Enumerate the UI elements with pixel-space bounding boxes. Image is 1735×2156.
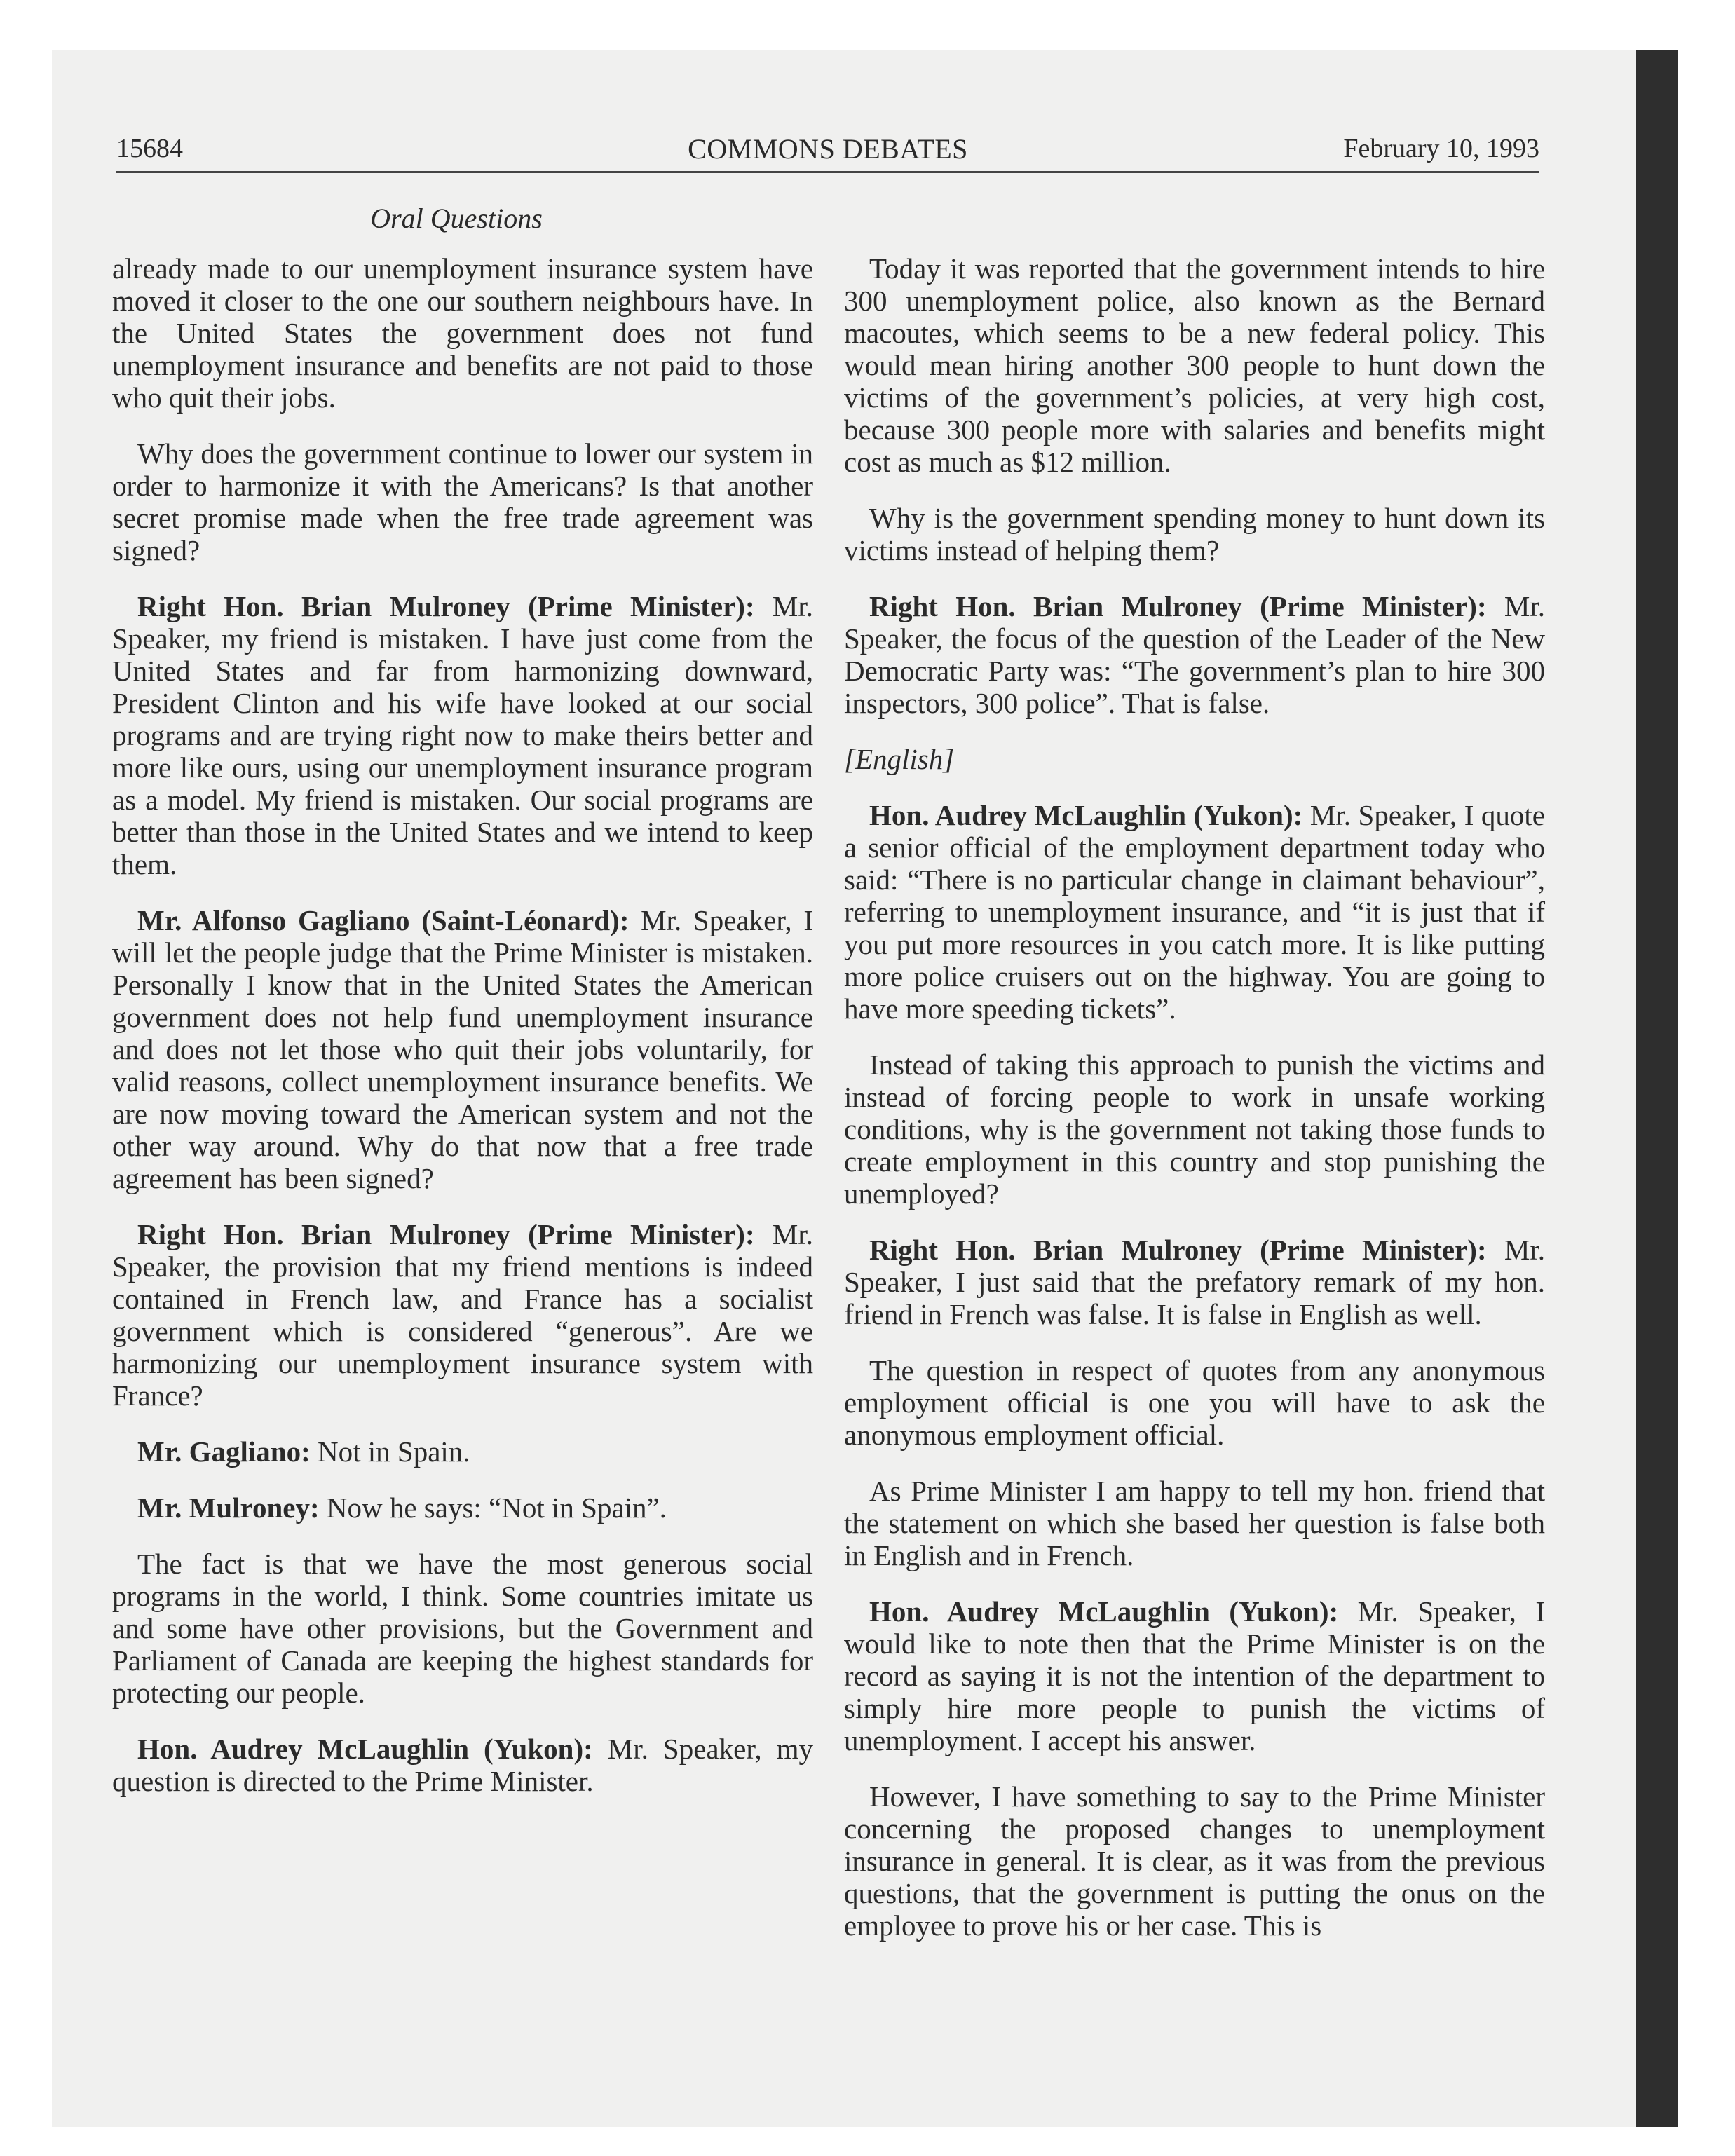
page-header [116,125,1539,173]
speaker-name: Right Hon. Brian Mulroney (Prime Minister): [137,590,755,622]
speaker-name: Hon. Audrey McLaughlin (Yukon): [137,1733,593,1765]
publication-date: February 10, 1993 [1343,134,1539,163]
speaker-name: Hon. Audrey McLaughlin (Yukon): [869,1595,1339,1628]
paragraph [844,799,1545,1025]
speaker-name: Mr. Alfonso Gagliano (Saint-Léonard): [137,904,630,936]
paragraph-text: Mr. Speaker, I would like to note then that the Prime Minister is on the record as saying it is not the intention of the department to simply hire more people to punish the victims of unemployment. I accept his answer. [844,1595,1545,1756]
paragraph-text: The question in respect of quotes from any anonymous employment official is one you will have to ask the anonymous employment official. [844,1354,1545,1451]
paragraph-text: Mr. Speaker, I will let the people judge that the Prime Minister is mistaken. Personally I know that in the United States the American government does not help fund unemployment insurance and does not let those who quit their jobs voluntarily, for valid reasons, collect unemployment insurance benefits. We are now moving toward the American system and not the other way around. Why do that now that a free trade agreement has been signed? [112,904,813,1194]
paragraph-text: As Prime Minister I am happy to tell my hon. friend that the statement on which she based her question is false both in English and in French. [844,1475,1545,1571]
paragraph-text: However, I have something to say to the Prime Minister concerning the proposed changes to unemployment insurance in general. It is clear, as it was from the previous questions, that the government is putting the onus on the employee to prove his or her case. This is [844,1780,1545,1942]
paragraph-text: Not in Spain. [318,1435,470,1468]
paragraph [844,1595,1545,1756]
paragraph [112,252,813,414]
paragraph [844,1780,1545,1942]
paragraph [844,1475,1545,1571]
publication-title: COMMONS DEBATES [688,133,968,165]
paragraph [112,437,813,566]
paragraph [112,1548,813,1709]
speaker-name: Hon. Audrey McLaughlin (Yukon): [869,799,1303,831]
scan-edge [1636,50,1678,2127]
paragraph-text: already made to our unemployment insurance system have moved it closer to the one our southern neighbours have. In the United States the government does not fund unemployment insurance and benefits are not paid to those who quit their jobs. [112,252,813,414]
paragraph-text: Mr. Speaker, the focus of the question of the Leader of the New Democratic Party was: “The government’s plan to hire 300 inspectors, 300 police”. That is false. [844,590,1545,719]
paragraph [112,1492,813,1524]
paragraph [112,590,813,880]
paragraph-text: Mr. Speaker, I quote a senior official of the employment department today who said: “There is no particular change in claimant behaviour”, referring to unemployment insurance, and “it is just that if you put more resources in you catch more. It is like putting more police cruisers out on the highway. You are going to have more speeding tickets”. [844,799,1545,1025]
paragraph-text: Why does the government continue to lower our system in order to harmonize it with the Americans? Is that another secret promise made when the free trade agreement was signed? [112,437,813,566]
language-marker [844,743,1545,775]
paragraph [844,1354,1545,1451]
paragraph [844,1049,1545,1210]
paragraph-text: Now he says: “Not in Spain”. [326,1492,667,1524]
paragraph [844,1234,1545,1330]
paragraph [112,1218,813,1412]
speaker-name: Right Hon. Brian Mulroney (Prime Minister): [137,1218,755,1250]
paragraph-text: Mr. Speaker, the provision that my friend mentions is indeed contained in French law, and France has a socialist government which is considered “generous”. Are we harmonizing our unemployment insurance system with France? [112,1218,813,1412]
paragraph [844,590,1545,719]
paragraph [844,502,1545,566]
paragraph-text: Mr. Speaker, my question is directed to the Prime Minister. [112,1733,813,1797]
right-column [844,252,1545,1965]
language-marker-text: [English] [844,743,955,775]
speaker-name: Mr. Mulroney: [137,1492,320,1524]
speaker-name: Right Hon. Brian Mulroney (Prime Minister): [869,590,1487,622]
paragraph-text: Instead of taking this approach to punish the victims and instead of forcing people to work in unsafe working conditions, why is the government not taking those funds to create employment in this country and stop punishing the unemployed? [844,1049,1545,1210]
paragraph-text: The fact is that we have the most generous social programs in the world, I think. Some countries imitate us and some have other provisions, but the Government and Parliament of Canada are keeping the highest standards for protecting our people. [112,1548,813,1709]
paragraph [112,904,813,1194]
speaker-name: Right Hon. Brian Mulroney (Prime Minister): [869,1234,1487,1266]
paragraph-text: Mr. Speaker, my friend is mistaken. I have just come from the United States and far from harmonizing downward, President Clinton and his wife have looked at our social programs and are trying right now to make theirs better and more like ours, using our unemployment insurance program as a model. My friend is mistaken. Our social programs are better than those in the United States and we intend to keep them. [112,590,813,880]
paragraph [844,252,1545,478]
speaker-name: Mr. Gagliano: [137,1435,311,1468]
paragraph [112,1435,813,1468]
paragraph-text: Mr. Speaker, I just said that the prefatory remark of my hon. friend in French was false. It is false in English as well. [844,1234,1545,1330]
section-title: Oral Questions [370,203,543,234]
paragraph-text: Today it was reported that the government intends to hire 300 unemployment police, also known as the Bernard macoutes, which seems to be a new federal policy. This would mean hiring another 300 people to hunt down the victims of the government’s policies, at very high cost, because 300 people more with salaries and benefits might cost as much as $12 million. [844,252,1545,478]
paragraph [112,1733,813,1797]
left-column [112,252,813,1821]
paragraph-text: Why is the government spending money to hunt down its victims instead of helping them? [844,502,1545,566]
page-number: 15684 [116,134,183,163]
